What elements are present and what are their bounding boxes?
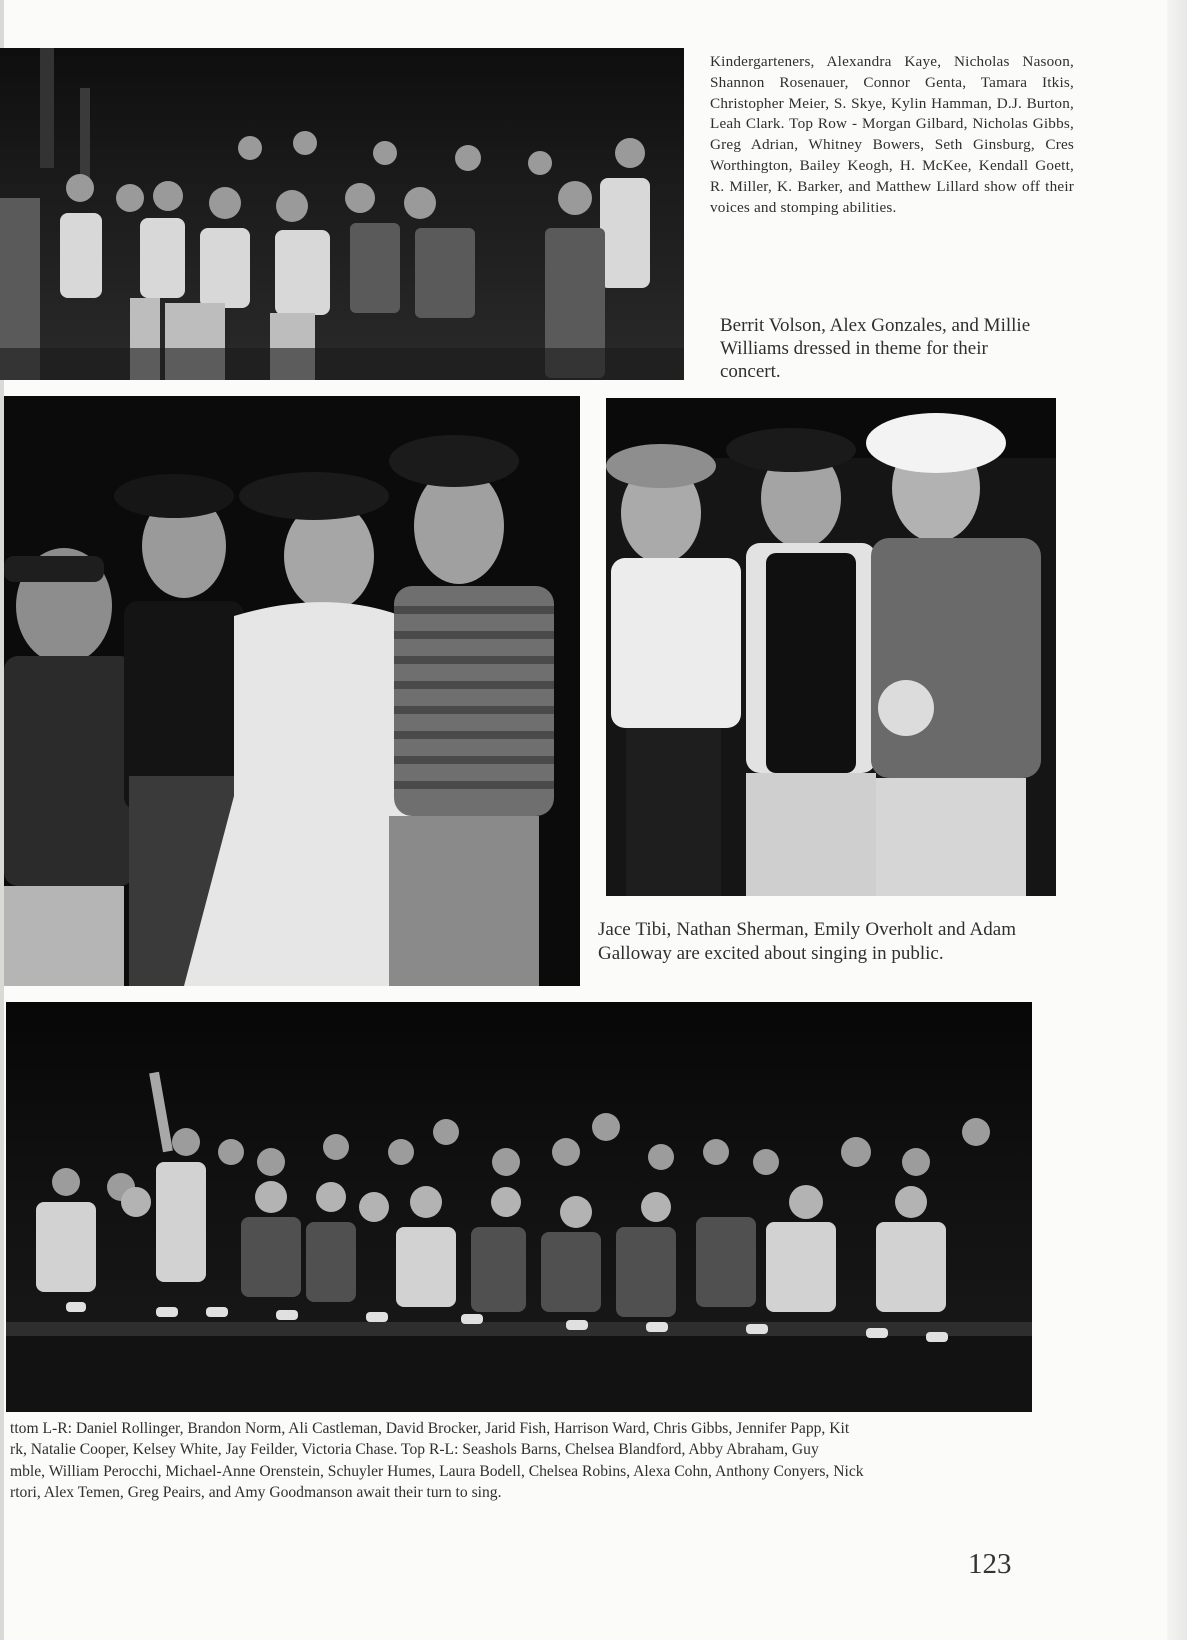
photo-stage-performance: [0, 48, 684, 380]
page-number: 123: [968, 1548, 1012, 1580]
caption-singing-in-public: Jace Tibi, Nathan Sherman, Emily Overholt and Adam Galloway are excited about singing in public.: [598, 919, 1016, 964]
photo-kids-in-baseball-caps: [606, 398, 1056, 896]
photo-audience-on-stage-edge: [6, 1002, 1032, 1412]
photo-kids-in-hats: [4, 396, 580, 986]
caption-stage-performance: Kindergarteners, Alexandra Kaye, Nicholas Nasoon, Shannon Rosenauer, Connor Genta, Tamara Itkis, Christopher Meier, S. Skye, Kylin Hamman, D.J. Burton, Leah Clark. Top Row - Morgan Gilbard, Nicholas Gibbs, Greg Adrian, Whitney Bowers, Seth Ginsburg, Cres Worthington, Bailey Keogh, H. McKee, Kendall Goett, R. Miller, K. Barker, and Matthew Lillard show off their voices and stomping abilities.: [710, 53, 1074, 216]
caption-theme-dress: Berrit Volson, Alex Gonzales, and Millie Williams dressed in theme for their concert.: [720, 315, 1031, 382]
page-edge-shadow: [1167, 0, 1187, 1640]
caption-audience: ttom L-R: Daniel Rollinger, Brandon Norm, Ali Castleman, David Brocker, Jarid Fish, Harrison Ward, Chris Gibbs, Jennifer Papp, Kit rk, Natalie Cooper, Kelsey White, Jay Feilder, Victoria Chase. Top R-L: Seashols Barns, Chelsea Blandford, Abby Abraham, Guy mble, William Perocchi, Michael-Anne Orenstein, Schuyler Humes, Laura Bodell, Chelsea Robins, Alexa Cohn, Anthony Conyers, Nick rtori, Alex Temen, Greg Peairs, and Amy Goodmanson await their turn to sing.: [10, 1420, 864, 1502]
